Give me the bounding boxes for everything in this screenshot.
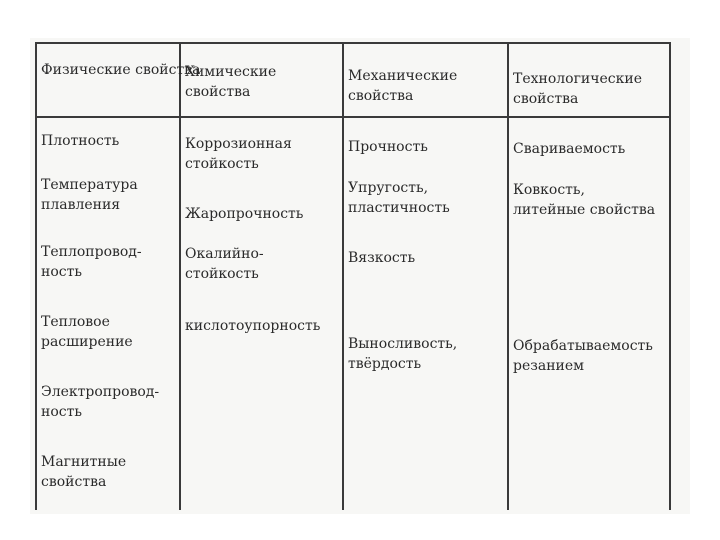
mechanical-cell: Прочность bbox=[348, 139, 428, 155]
physical-cell: Тепловое расширение bbox=[41, 314, 133, 350]
column-divider bbox=[342, 44, 344, 510]
chemical-cell: кислотоупорность bbox=[185, 318, 321, 334]
physical-cell: Электропровод- ность bbox=[41, 384, 160, 420]
physical-cell: Температура плавления bbox=[41, 177, 138, 213]
header-divider bbox=[37, 116, 669, 118]
properties-table bbox=[35, 42, 671, 510]
mechanical-cell: Выносливость, твёрдость bbox=[348, 336, 458, 372]
mechanical-cell: Вязкость bbox=[348, 250, 416, 266]
header-technological: Технологические свойства bbox=[513, 71, 643, 107]
technological-cell: Ковкость, литейные свойства bbox=[513, 182, 656, 218]
physical-cell: Плотность bbox=[41, 133, 120, 149]
mechanical-cell: Упругость, пластичность bbox=[348, 180, 450, 216]
column-divider bbox=[507, 44, 509, 510]
physical-cell: Магнитные свойства bbox=[41, 454, 127, 490]
column-divider bbox=[179, 44, 181, 510]
header-physical: Физические свойства bbox=[41, 62, 201, 78]
chemical-cell: Коррозионная стойкость bbox=[185, 136, 292, 172]
header-chemical: Химические свойства bbox=[185, 64, 277, 100]
physical-cell: Теплопровод- ность bbox=[41, 244, 142, 280]
chemical-cell: Жаропрочность bbox=[185, 206, 304, 222]
technological-cell: Свариваемость bbox=[513, 141, 626, 157]
header-mechanical: Механические свойства bbox=[348, 68, 458, 104]
chemical-cell: Окалийно- стойкость bbox=[185, 246, 264, 282]
technological-cell: Обрабатываемость резанием bbox=[513, 338, 653, 374]
